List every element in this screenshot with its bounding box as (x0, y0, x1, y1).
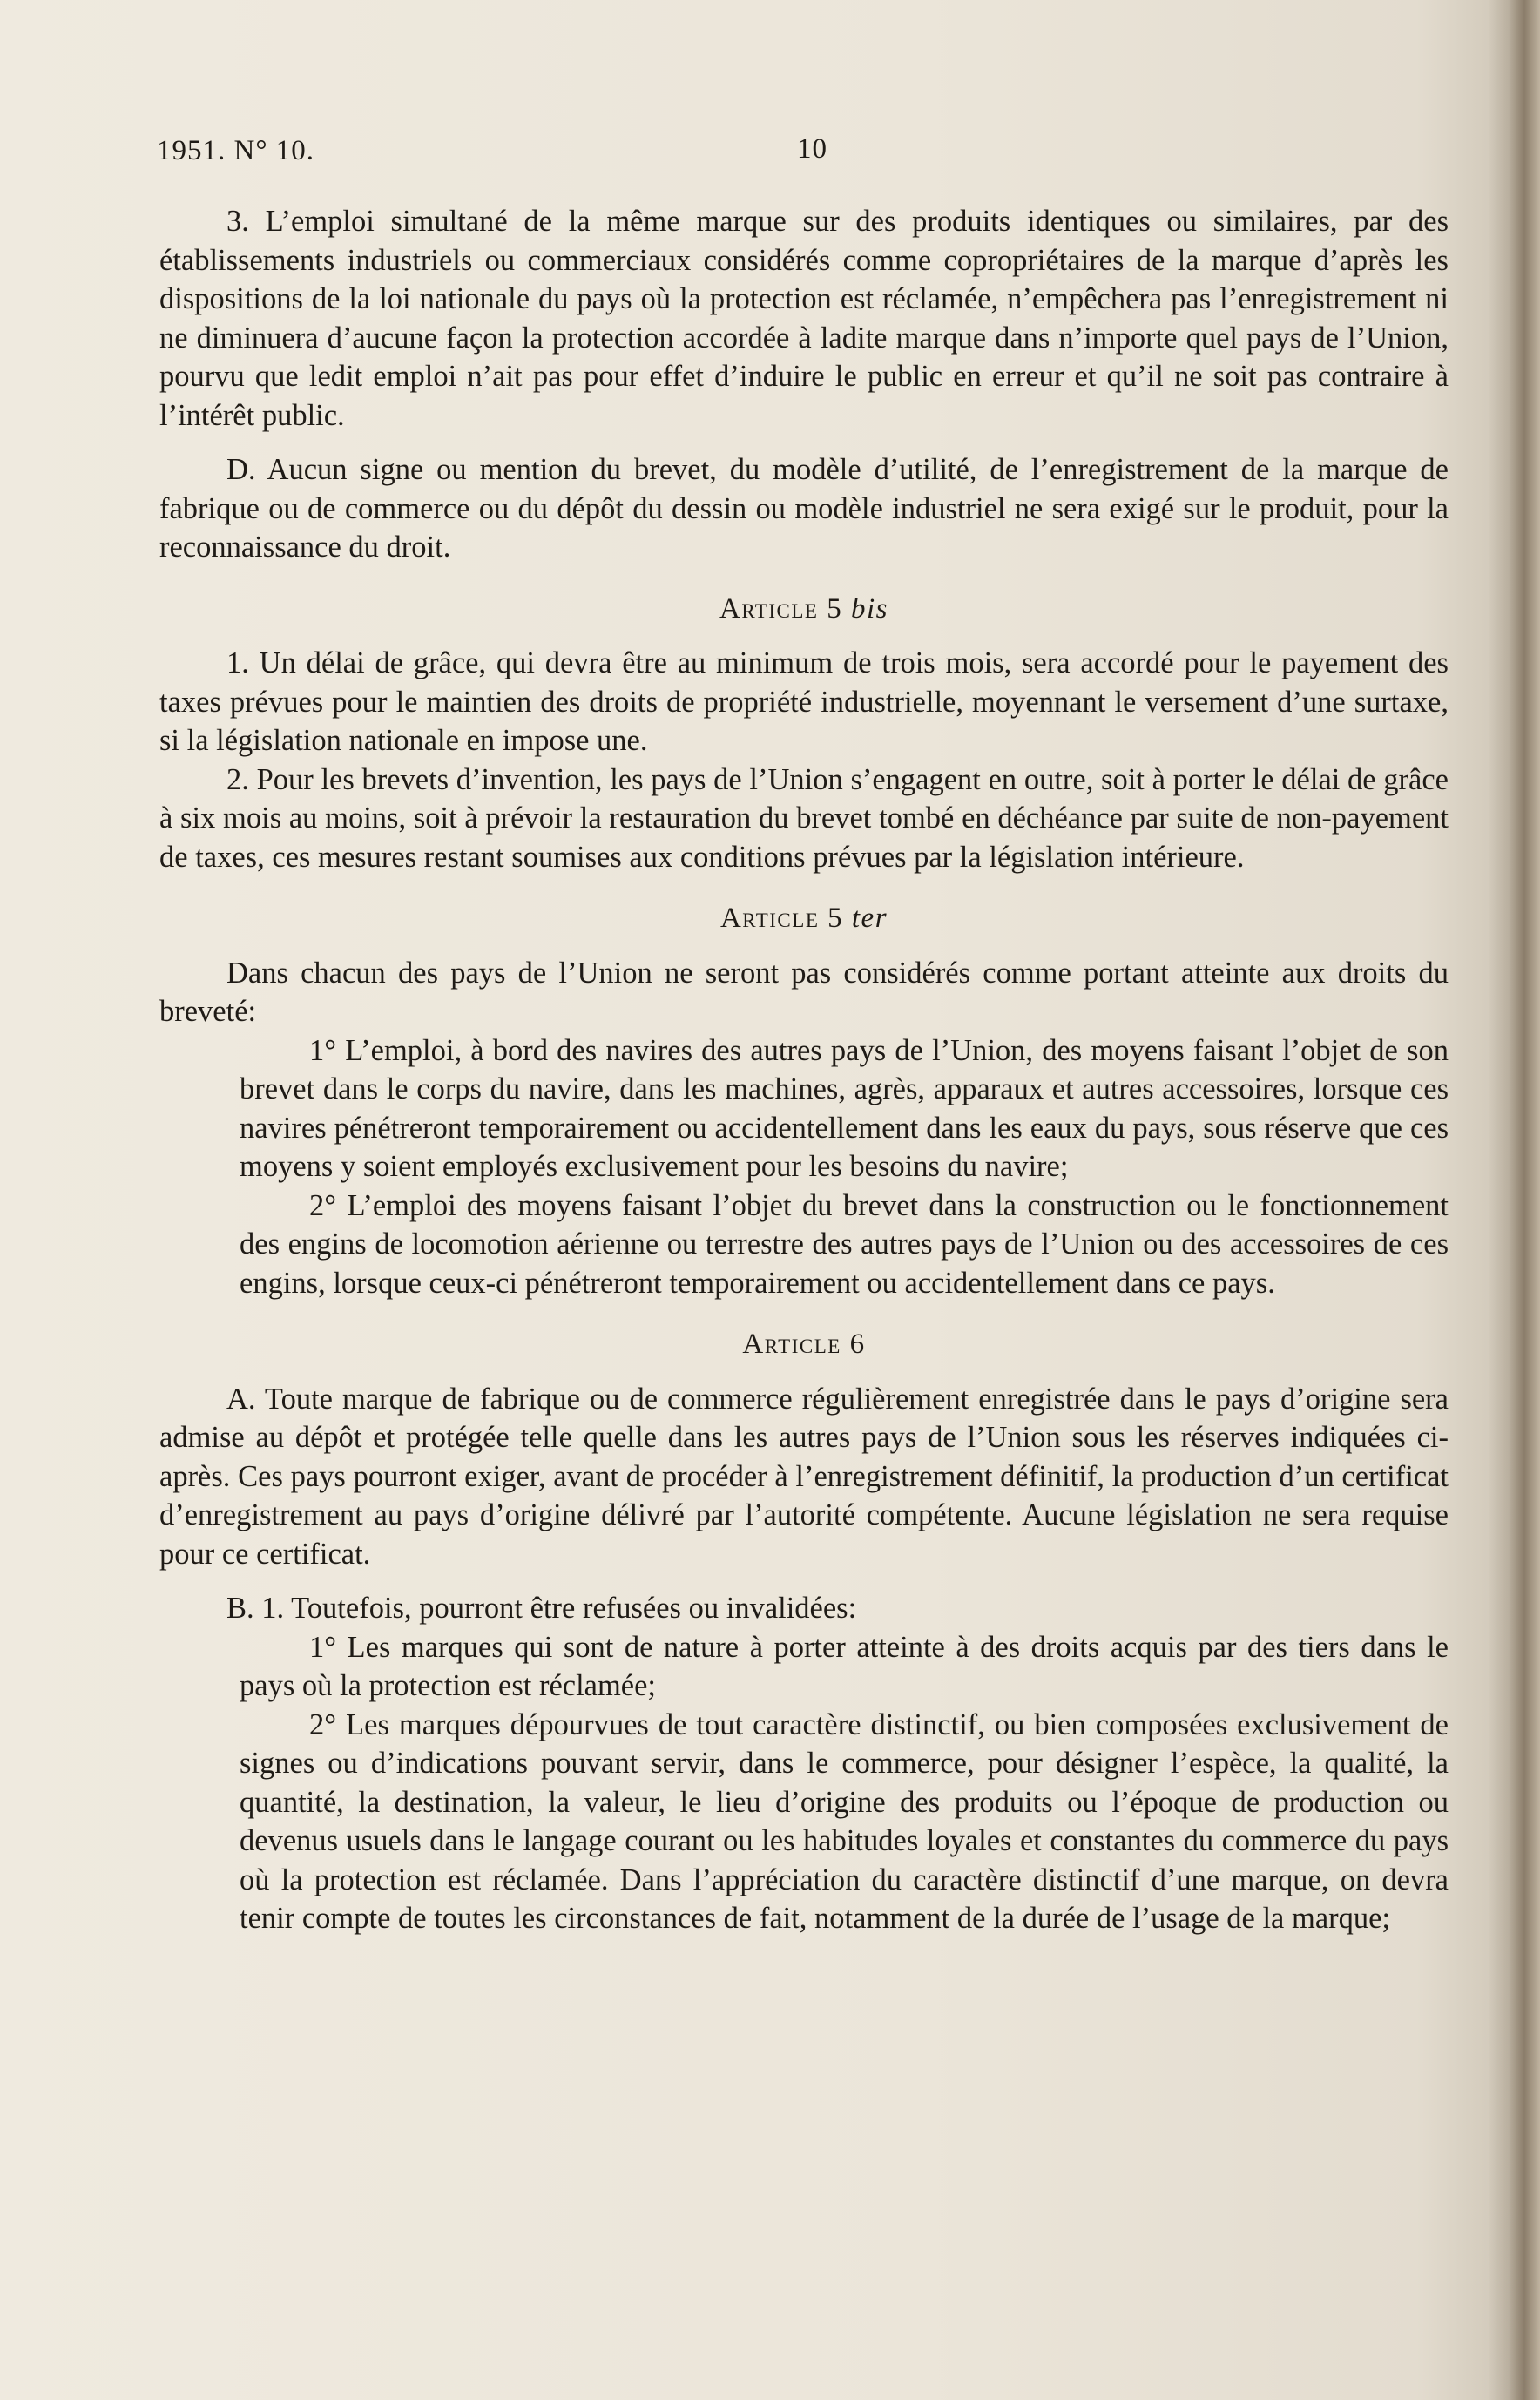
article-6-paragraph-b1: B. 1. Toutefois, pourront être refusées ou invalidées: (226, 1592, 857, 1625)
header-year-number: 1951. N° 10. (157, 135, 315, 166)
article-5bis-paragraph-1: 1. Un délai de grâce, qui devra être au minimum de trois mois, sera accordé pour le payement des taxes prévues pour le maintien des droits de propriété industrielle, moyennant le versement d’une surtaxe, si la législation nationale en impose une. (159, 646, 1449, 757)
article-5ter-intro: Dans chacun des pays de l’Union ne seront pas considérés comme portant atteinte aux droits du breveté: (159, 956, 1449, 1028)
article-5ter-item-2: 2° L’emploi des moyens faisant l’objet du brevet dans la construction ou le fonctionnement des engins de locomotion aérienne ou terrestre des autres pays de l’Union ou des accessoires de ces engins, lorsque ceux-ci pénétreront temporairement ou accidentellement dans ce pays. (240, 1188, 1449, 1300)
page-binding-edge (1488, 0, 1540, 2400)
page-number: 10 (797, 133, 827, 165)
article-6-paragraph-a: A. Toute marque de fabrique ou de commerce régulièrement enregistrée dans le pays d’origine sera admise au dépôt et protégée telle quelle dans les autres pays de l’Union sous les réserves indiquées ci-après. Ces pays pourront exiger, avant de procéder à l’enregistrement définitif, la production d’un certificat d’enregistrement au pays d’origine délivré par l’autorité compétente. Aucune législation ne sera requise pour ce certificat. (159, 1382, 1449, 1571)
article-6-item-1: 1° Les marques qui sont de nature à porter atteinte à des droits acquis par des tiers dans le pays où la protection est réclamée; (240, 1630, 1449, 1702)
paragraph-d: D. Aucun signe ou mention du brevet, du modèle d’utilité, de l’enregistrement de la marque de fabrique ou de commerce ou du dépôt du dessin ou modèle industriel ne sera exigé sur le produit, pour la reconnaissance du droit. (159, 453, 1449, 564)
article-5ter-item-1: 1° L’emploi, à bord des navires des autres pays de l’Union, des moyens faisant l’objet de son brevet dans le corps du navire, dans les machines, agrès, apparaux et autres accessoires, lorsque ces navires pénétreront temporairement ou accidentellement dans les eaux du pays, sous réserve que ces moyens y soient employés exclusivement pour les besoins du navire; (240, 1033, 1449, 1183)
paragraph-3: 3. L’emploi simultané de la même marque sur des produits identiques ou similaires, par des établissements industriels ou commerciaux considérés comme copropriétaires de la marque d’après les dispositions de la loi nationale du pays où la protection est réclamée, n’empêchera pas l’enregistrement ni ne diminuera d’aucune façon la protection accordée à ladite marque dans n’importe quel pays de l’Union, pourvu que ledit emploi n’ait pas pour effet d’induire le public en erreur et qu’il ne soit pas contraire à l’intérêt public. (159, 205, 1449, 432)
article-5bis-paragraph-2: 2. Pour les brevets d’invention, les pays de l’Union s’engagent en outre, soit à porter le délai de grâce à six mois au moins, soit à prévoir la restauration du brevet tombé en déchéance par suite de non-payement de taxes, ces mesures restant soumises aux conditions prévues par la législation intérieure. (159, 762, 1449, 874)
article-5ter-heading-main: Article 5 (719, 903, 844, 934)
article-5bis-heading-suffix: bis (850, 592, 888, 625)
document-body (159, 202, 1449, 1938)
article-5ter-heading (159, 899, 1449, 938)
article-6-heading-text: Article 6 (742, 1328, 866, 1360)
page-header (157, 135, 1463, 179)
article-6-item-2: 2° Les marques dépourvues de tout caractère distinctif, ou bien composées exclusivement de signes ou d’indications pouvant servir, dans le commerce, pour désigner l’espèce, la qualité, la quantité, la destination, la valeur, le lieu d’origine des produits ou l’époque de production ou devenus usuels dans le langage courant ou les habitudes loyales et constantes du commerce du pays où la protection est réclamée. Dans l’appréciation du caractère distinctif d’une marque, on devra tenir compte de toutes les circonstances de fait, notamment de la durée de l’usage de la marque; (240, 1707, 1449, 1935)
article-6-heading (159, 1325, 1449, 1364)
article-5bis-heading-main: Article 5 (719, 592, 843, 625)
article-5ter-heading-suffix: ter (851, 903, 888, 934)
article-5bis-heading (159, 590, 1449, 629)
